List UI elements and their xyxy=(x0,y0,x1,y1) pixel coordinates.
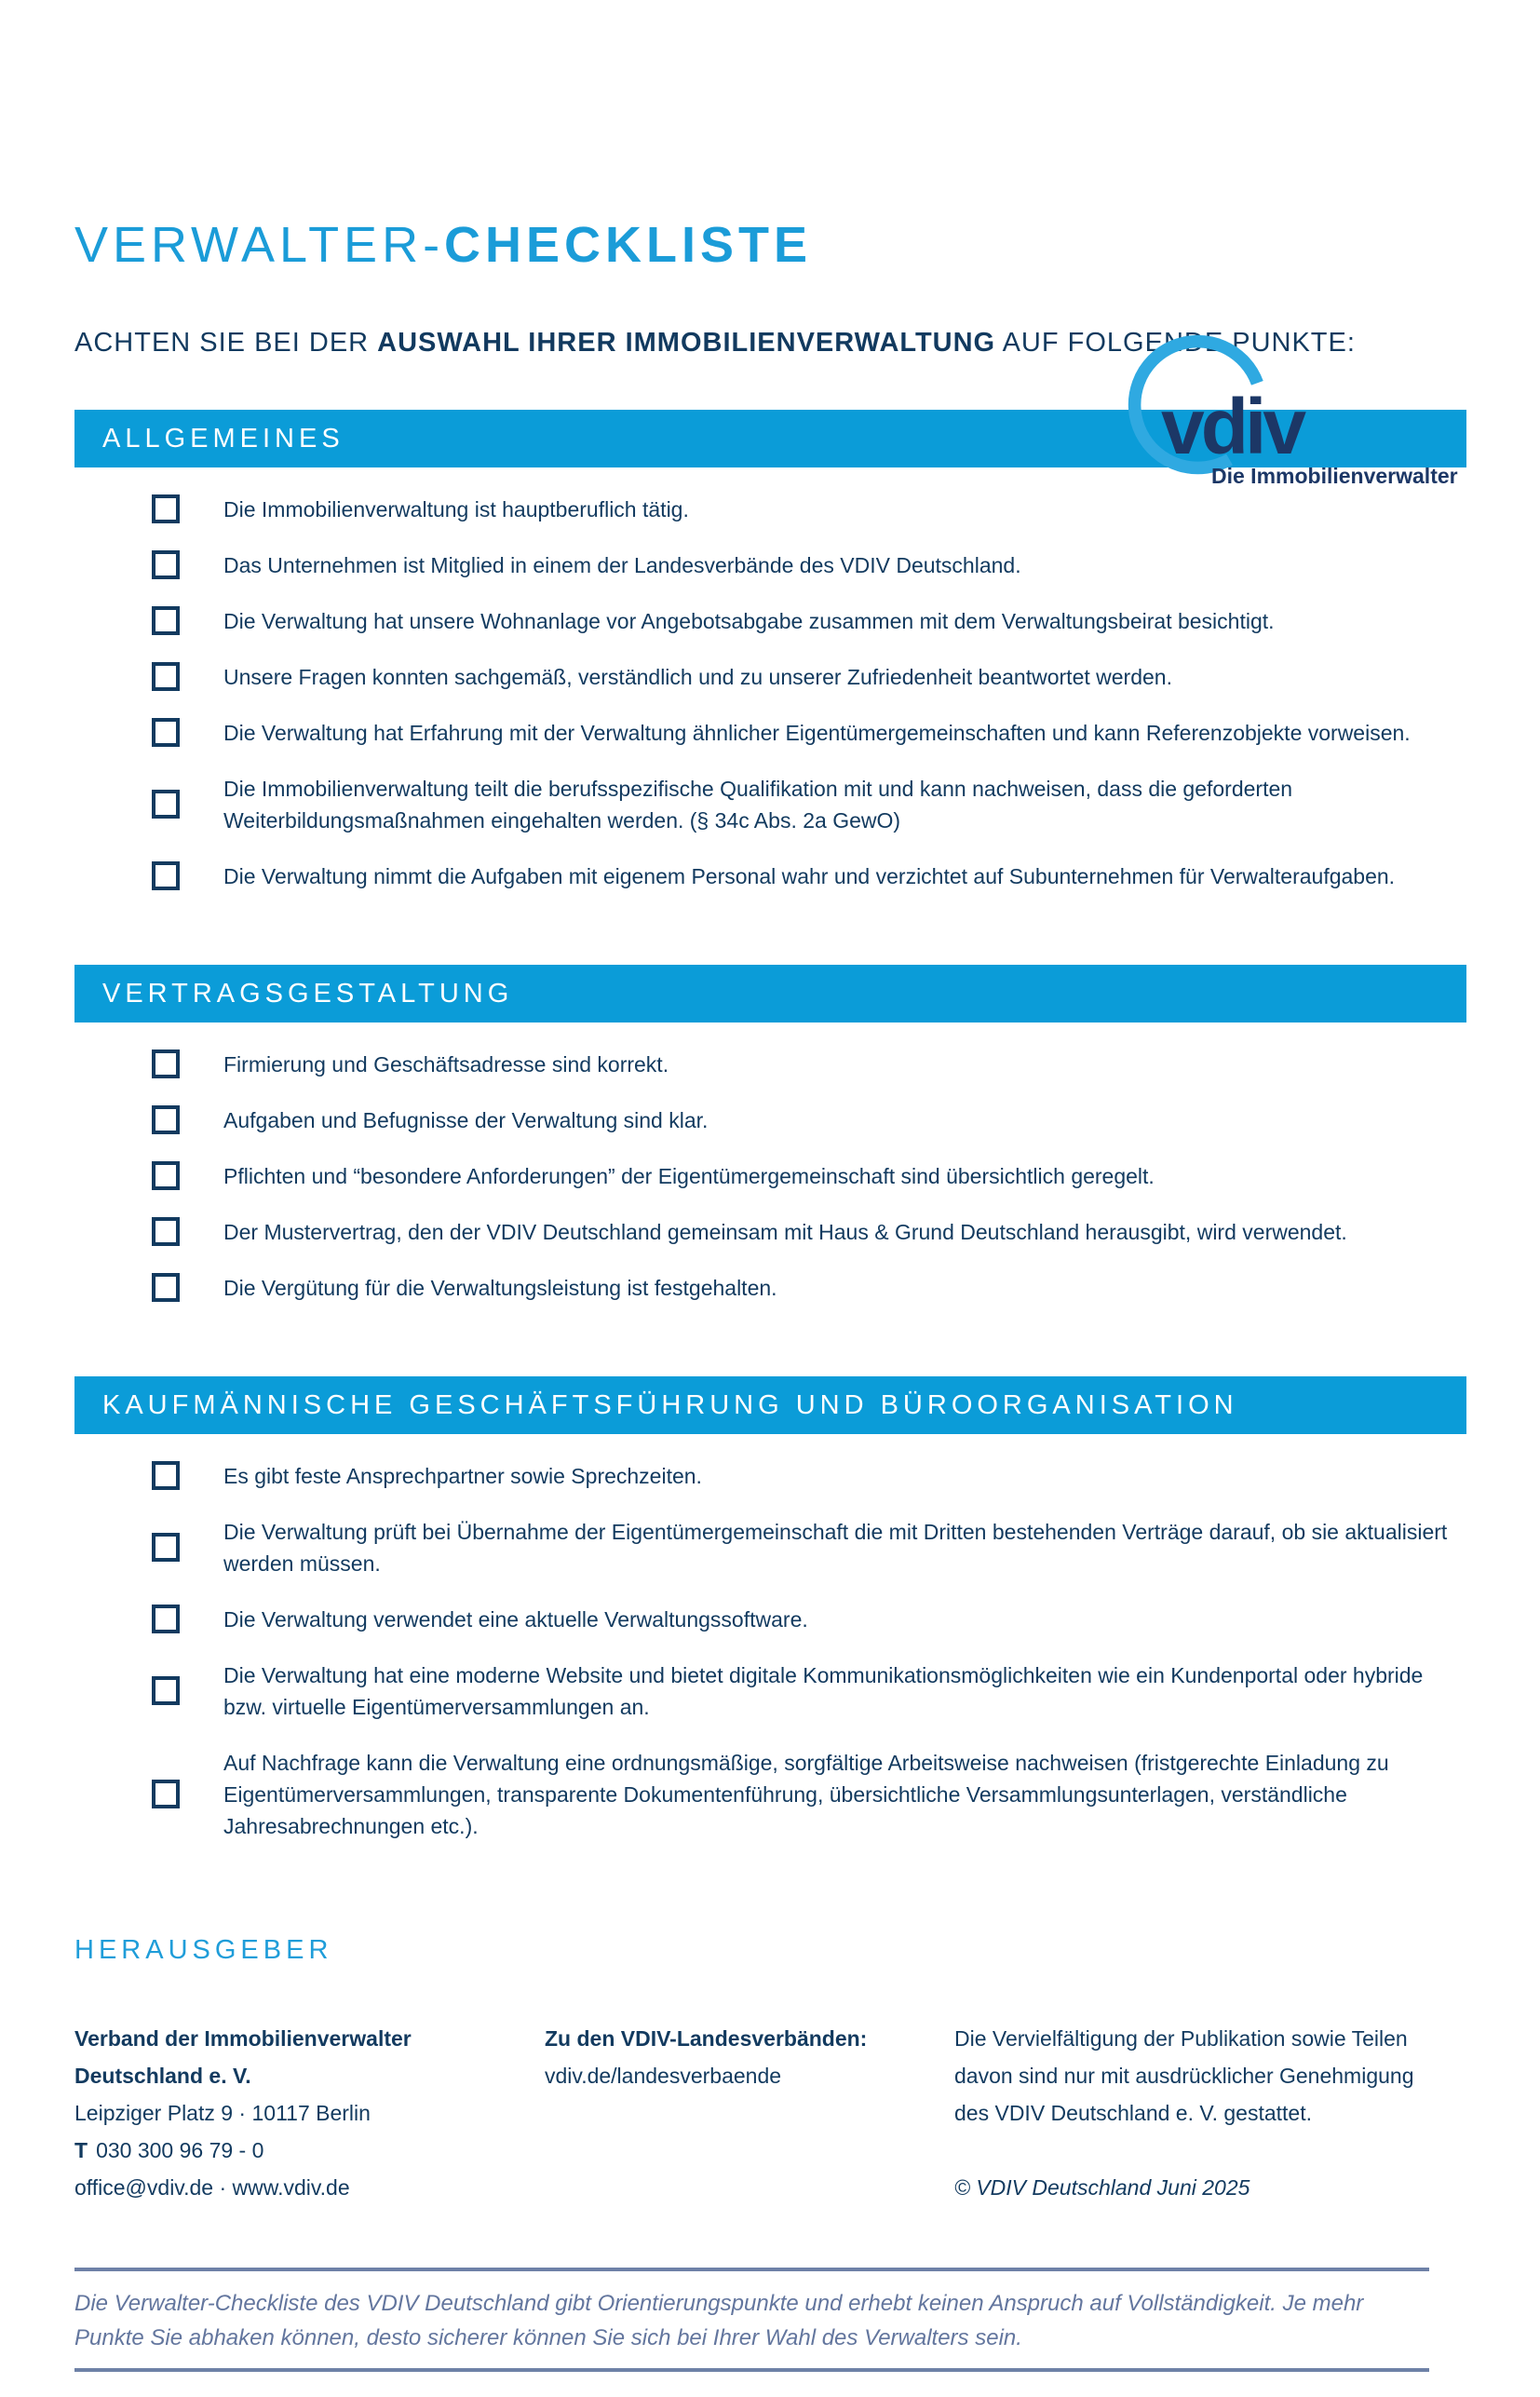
checklist-item-label: Die Verwaltung nimmt die Aufgaben mit eigenem Personal wahr und verzichtet auf Subunternehmen für Verwalteraufgaben. xyxy=(223,863,1396,888)
checkbox[interactable] xyxy=(152,494,180,523)
checkbox[interactable] xyxy=(152,1217,180,1246)
checkbox[interactable] xyxy=(152,1676,180,1705)
checkbox[interactable] xyxy=(152,861,180,890)
checklist-item xyxy=(74,1049,1466,1080)
section-vertragsgestaltung-items xyxy=(74,1022,1466,1337)
checklist-item-label: Firmierung und Geschäftsadresse sind korrekt. xyxy=(223,1051,669,1077)
checkbox[interactable] xyxy=(152,1780,180,1808)
checkbox[interactable] xyxy=(152,1273,180,1302)
checklist-item xyxy=(74,1747,1466,1842)
intro-suffix: AUF FOLGENDE PUNKTE: xyxy=(995,327,1356,358)
section-header-allgemeines: ALLGEMEINES xyxy=(74,410,1466,467)
publisher-email-web: office@vdiv.de · www.vdiv.de xyxy=(74,2174,350,2200)
page-title xyxy=(74,219,1466,272)
phone-number: 030 300 96 79 - 0 xyxy=(96,2137,264,2162)
checklist-item-label: Unsere Fragen konnten sachgemäß, verständlich und zu unserer Zufriedenheit beantwortet werden. xyxy=(223,664,1172,689)
checklist-item-label: Der Mustervertrag, den der VDIV Deutschland gemeinsam mit Haus & Grund Deutschland herausgibt, wird verwendet. xyxy=(223,1219,1347,1244)
checklist-item xyxy=(74,1516,1466,1579)
checklist-item-label: Die Immobilienverwaltung ist hauptberuflich tätig. xyxy=(223,496,689,521)
checkbox[interactable] xyxy=(152,662,180,691)
checklist-item xyxy=(74,1604,1466,1635)
page-title-light: VERWALTER- xyxy=(74,217,445,273)
section-header-vertragsgestaltung: VERTRAGSGESTALTUNG xyxy=(74,965,1466,1022)
divider-top xyxy=(74,2268,1429,2271)
publisher-org-name-line1: Verband der Immobilienverwalter xyxy=(74,2025,412,2051)
document-page xyxy=(0,219,1540,2397)
checkbox[interactable] xyxy=(152,1050,180,1078)
checklist-item-label: Die Immobilienverwaltung teilt die berufsspezifische Qualifikation mit und kann nachweisen, dass die geforderten Weiterbildungsmaßnahmen eingehalten werden. (§ 34c Abs. 2a GewO) xyxy=(223,776,1293,833)
section-kaufmaennische-items xyxy=(74,1434,1466,1876)
divider-bottom xyxy=(74,2368,1429,2372)
checkbox[interactable] xyxy=(152,606,180,635)
checklist-item xyxy=(74,1104,1466,1136)
checkbox[interactable] xyxy=(152,550,180,579)
publisher-street-address: Leipziger Platz 9 · 10117 Berlin xyxy=(74,2100,371,2125)
checklist-item xyxy=(74,773,1466,836)
landesverbaende-heading: Zu den VDIV-Landesverbänden: xyxy=(545,2025,868,2051)
copyright-note: © VDIV Deutschland Juni 2025 xyxy=(954,2174,1250,2200)
vdiv-logo xyxy=(1033,298,1458,498)
section-header-kaufmaennische-geschaeftsfuehrung: KAUFMÄNNISCHE GESCHÄFTSFÜHRUNG UND BÜROORGANISATION xyxy=(74,1376,1466,1434)
checklist-item-label: Die Verwaltung hat Erfahrung mit der Verwaltung ähnlicher Eigentümergemeinschaften und kann Referenzobjekte vorweisen. xyxy=(223,720,1411,745)
checklist-item xyxy=(74,1160,1466,1192)
checklist-item-label: Pflichten und “besondere Anforderungen” der Eigentümergemeinschaft sind übersichtlich geregelt. xyxy=(223,1163,1155,1188)
logo-wordmark: vdiv xyxy=(1161,383,1304,470)
checklist-item-label: Aufgaben und Befugnisse der Verwaltung sind klar. xyxy=(223,1107,709,1132)
phone-label: T xyxy=(74,2137,88,2162)
checklist-item-label: Die Verwaltung hat eine moderne Website und bietet digitale Kommunikationsmöglichkeiten wie ein Kundenportal oder hybride bzw. virtuelle Eigentümerversammlungen an. xyxy=(223,1662,1424,1719)
intro-bold: AUSWAHL IHRER IMMOBILIENVERWALTUNG xyxy=(377,327,996,358)
landesverbaende-url: vdiv.de/landesverbaende xyxy=(545,2063,782,2088)
checkbox[interactable] xyxy=(152,1533,180,1562)
checklist-item-label: Die Verwaltung hat unsere Wohnanlage vor Angebotsabgabe zusammen mit dem Verwaltungsbeirat besichtigt. xyxy=(223,608,1275,633)
checklist-item xyxy=(74,605,1466,637)
publisher-heading: HERAUSGEBER xyxy=(74,1934,333,1965)
publisher-links-block xyxy=(545,2020,954,2206)
checklist-item-label: Die Vergütung für die Verwaltungsleistung ist festgehalten. xyxy=(223,1275,777,1300)
checklist-item xyxy=(74,1659,1466,1723)
checklist-item xyxy=(74,717,1466,749)
checklist-item xyxy=(74,1460,1466,1492)
rights-text: Die Vervielfältigung der Publikation sowie Teilen davon sind nur mit ausdrücklicher Genehmigung des VDIV Deutschland e. V. gestattet. xyxy=(954,2025,1414,2125)
checklist-item xyxy=(74,1216,1466,1248)
disclaimer-text: Die Verwalter-Checkliste des VDIV Deutschland gibt Orientierungspunkte und erhebt keinen Anspruch auf Vollständigkeit. Je mehr Punkte Sie abhaken können, desto sicherer können Sie sich bei Ihrer Wahl des Verwalters sein. xyxy=(74,2290,1364,2350)
publisher-phone-line xyxy=(74,2132,545,2169)
publisher-address-block xyxy=(74,2020,545,2206)
checklist-item-label: Die Verwaltung verwendet eine aktuelle Verwaltungssoftware. xyxy=(223,1606,808,1632)
checkbox[interactable] xyxy=(152,790,180,819)
checklist-item xyxy=(74,661,1466,693)
page-title-bold: CHECKLISTE xyxy=(444,217,813,273)
checkbox[interactable] xyxy=(152,1605,180,1633)
checklist-item xyxy=(74,1272,1466,1304)
section-allgemeines-items xyxy=(74,467,1466,926)
checklist-item-label: Es gibt feste Ansprechpartner sowie Sprechzeiten. xyxy=(223,1463,702,1488)
checklist-item xyxy=(74,549,1466,581)
publisher-rights-block xyxy=(954,2020,1448,2206)
logo-tagline: Die Immobilienverwalter xyxy=(1211,464,1458,488)
checklist-item xyxy=(74,860,1466,892)
publisher-org-name-line2: Deutschland e. V. xyxy=(74,2063,251,2088)
checkbox[interactable] xyxy=(152,718,180,747)
intro-prefix: ACHTEN SIE BEI DER xyxy=(74,327,378,358)
checkbox[interactable] xyxy=(152,1161,180,1190)
checklist-item-label: Das Unternehmen ist Mitglied in einem der Landesverbände des VDIV Deutschland. xyxy=(223,552,1021,577)
publisher-columns xyxy=(74,2020,1466,2206)
checklist-item-label: Auf Nachfrage kann die Verwaltung eine ordnungsmäßige, sorgfältige Arbeitsweise nachweisen (fristgerechte Einladung zu Eigentümerversammlungen, transparente Dokumentenführung, übersichtliche Versammlungsunterlagen, verständliche Jahresabrechnungen etc.). xyxy=(223,1750,1389,1838)
checkbox[interactable] xyxy=(152,1461,180,1490)
checkbox[interactable] xyxy=(152,1105,180,1134)
checklist-item-label: Die Verwaltung prüft bei Übernahme der Eigentümergemeinschaft die mit Dritten bestehenden Verträge darauf, ob sie aktualisiert werden müssen. xyxy=(223,1519,1448,1576)
